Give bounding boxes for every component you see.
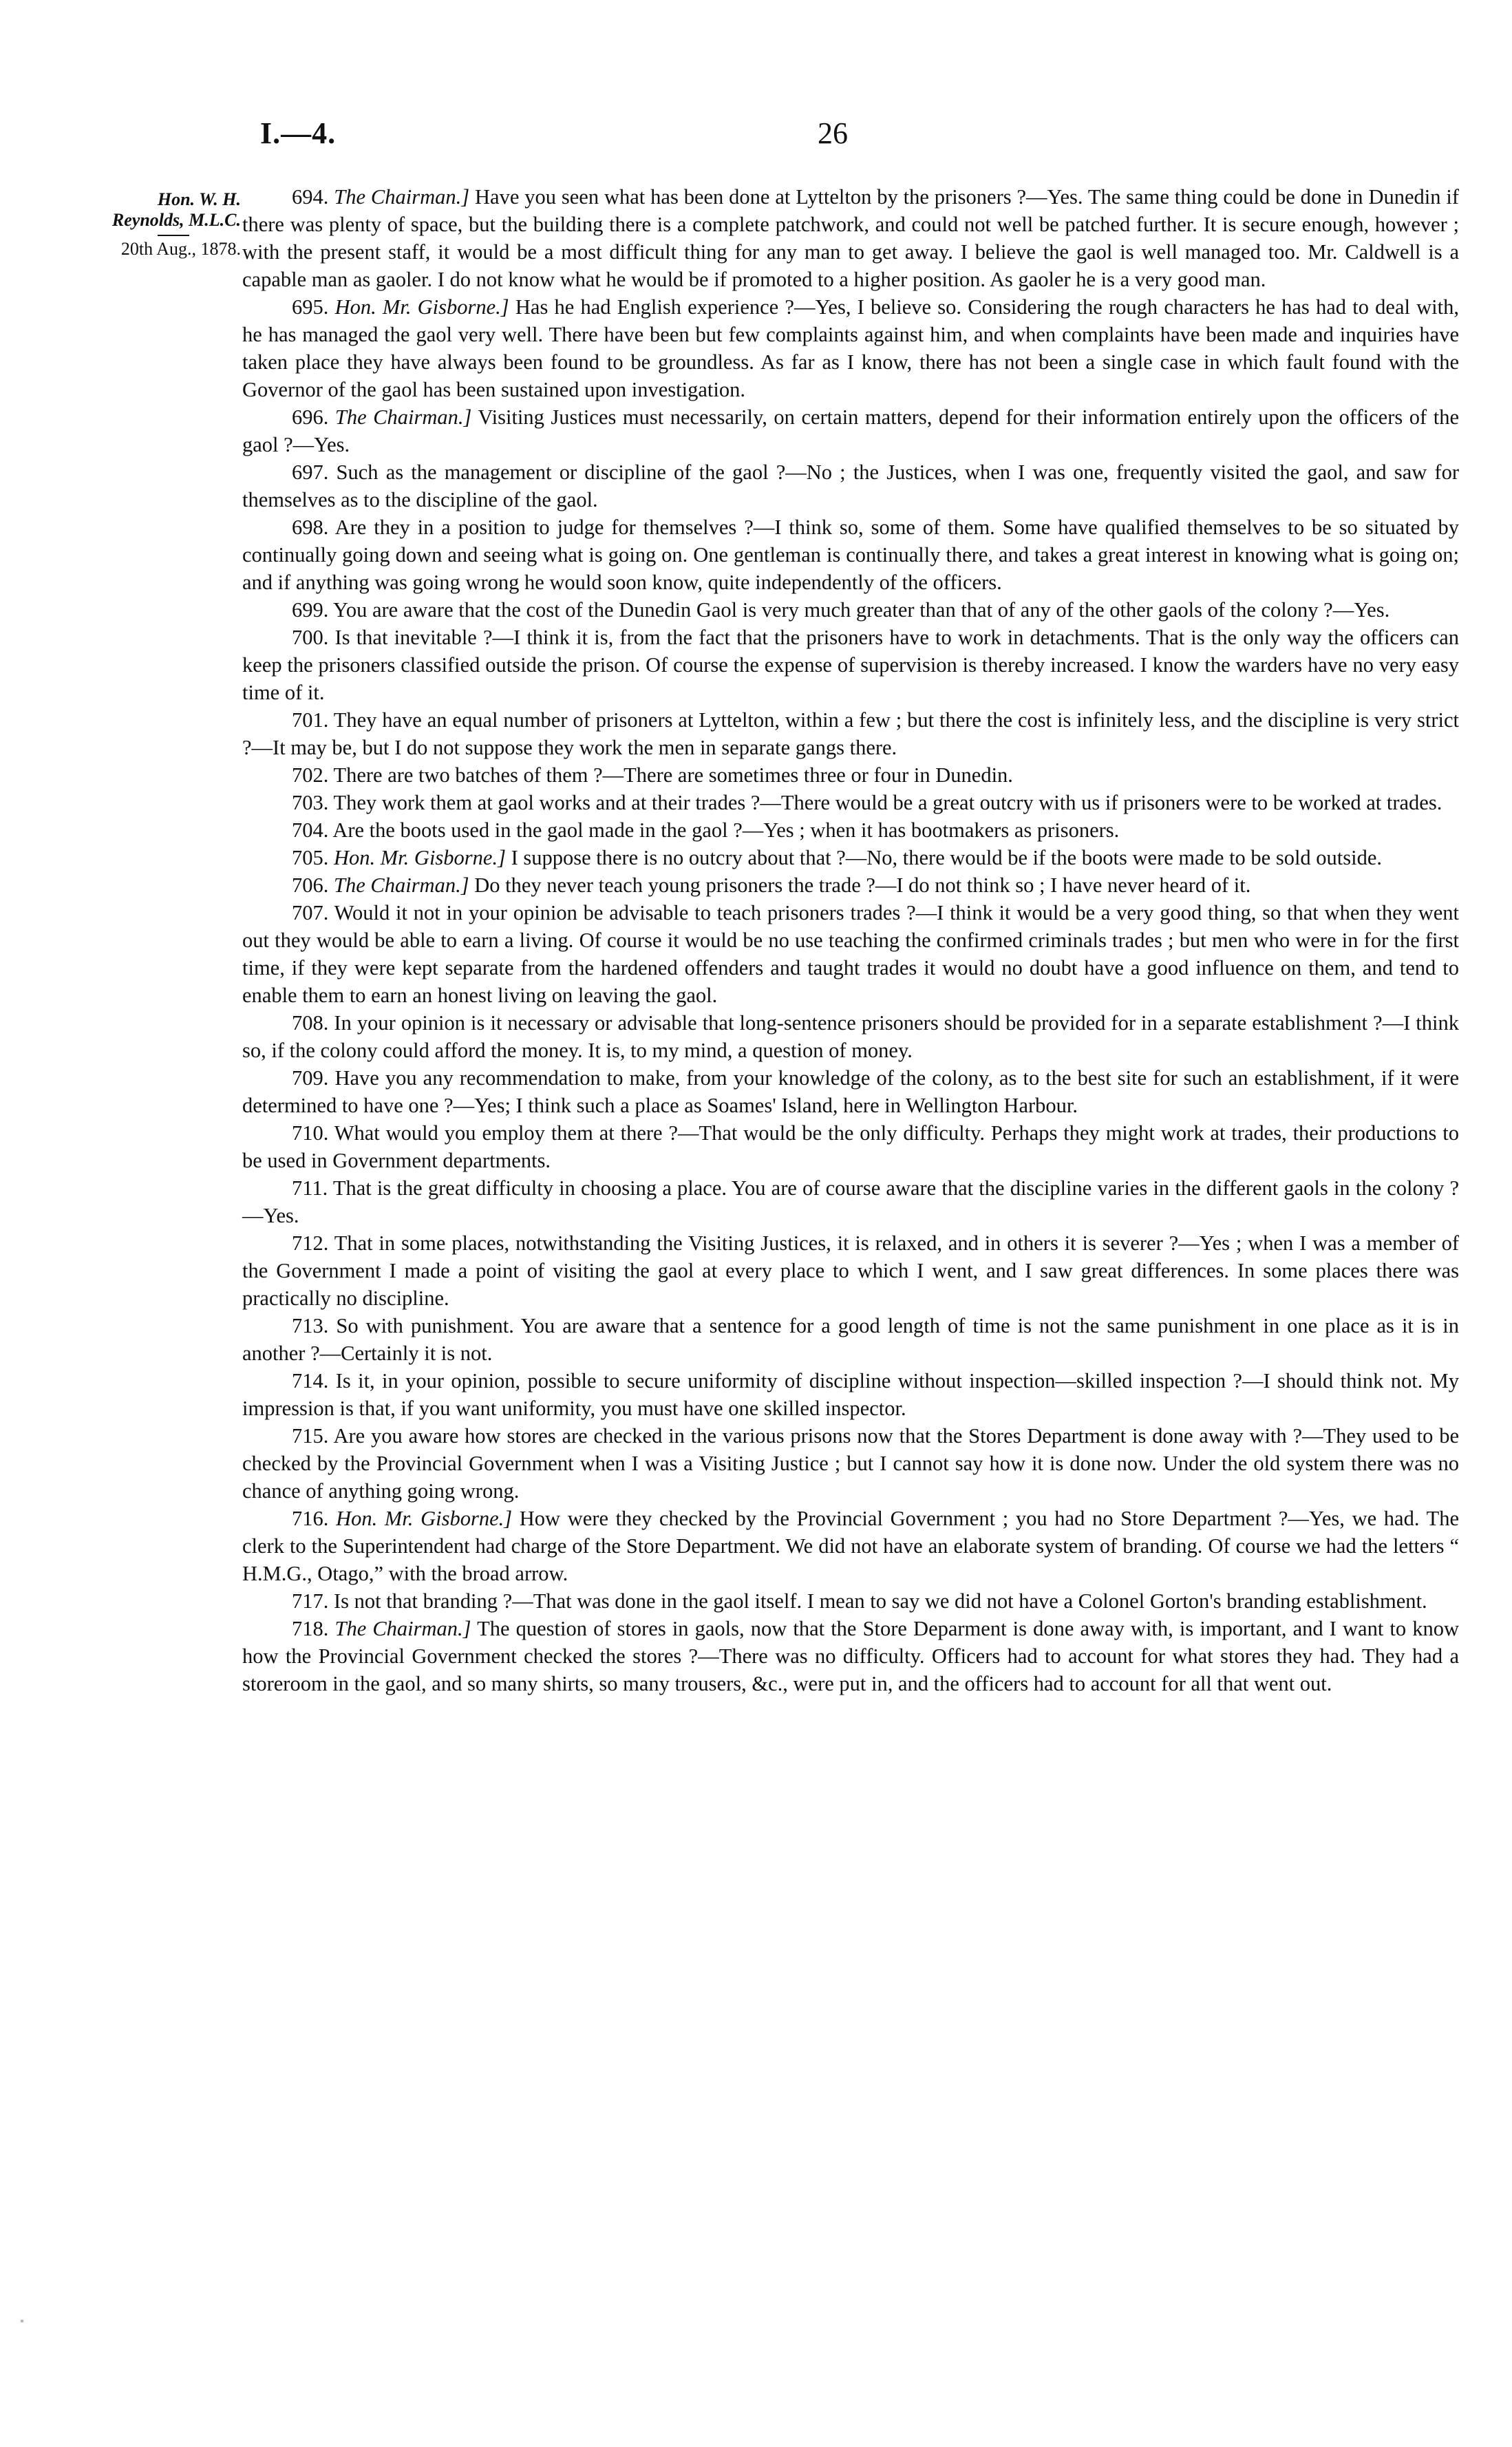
evidence-paragraph <box>242 1615 1459 1697</box>
question-number: 713. <box>292 1314 329 1337</box>
evidence-paragraph <box>242 844 1459 871</box>
evidence-paragraph <box>242 1174 1459 1229</box>
speaker-name: Hon. Mr. Gisborne.] <box>334 295 509 319</box>
evidence-paragraph <box>242 458 1459 513</box>
witness-name-line1: Hon. W. H. <box>157 189 241 209</box>
evidence-text: They have an equal number of prisoners at Lyttelton, within a few ; but there the cost is infinitely less, and the discipline is very strict ?—It may be, but I do not suppose they work the men in separate gangs there. <box>242 708 1459 759</box>
margin-note <box>55 189 241 259</box>
question-number: 699. <box>292 598 329 622</box>
question-number: 703. <box>292 791 329 814</box>
page-number: 26 <box>818 116 848 150</box>
evidence-paragraph <box>242 1422 1459 1505</box>
question-number: 695. <box>292 295 329 319</box>
speaker-name: The Chairman.] <box>334 405 472 429</box>
page-speck <box>21 2320 23 2322</box>
report-reference: I.—4. <box>260 116 337 150</box>
question-number: 709. <box>292 1066 329 1090</box>
question-number: 697. <box>292 460 329 484</box>
question-number: 718. <box>292 1617 329 1640</box>
evidence-paragraph <box>242 1587 1459 1615</box>
evidence-text: Such as the management or discipline of the gaol ?—No ; the Justices, when I was one, frequently visited the gaol, and saw for themselves as to the discipline of the gaol. <box>242 460 1459 511</box>
evidence-text: The question of stores in gaols, now that the Store Deparment is done away with, is important, and I want to know how the Provincial Government checked the stores ?—There was no difficulty. Officers had to account for what stores they had. They had a storeroom in the gaol, and so many shirts, so many trousers, &c., were put in, and the officers had to account for all that went out. <box>242 1617 1460 1695</box>
question-number: 707. <box>292 901 329 924</box>
evidence-text: They work them at gaol works and at their trades ?—There would be a great outcry with us if prisoners were to be worked at trades. <box>333 791 1442 814</box>
minutes-of-evidence <box>242 183 1459 1697</box>
evidence-paragraph <box>242 1312 1459 1367</box>
evidence-paragraph <box>242 761 1459 789</box>
question-number: 711. <box>292 1176 328 1200</box>
evidence-paragraph <box>242 1064 1459 1119</box>
evidence-paragraph <box>242 1505 1459 1587</box>
evidence-paragraph <box>242 624 1459 706</box>
evidence-text: What would you employ them at there ?—That would be the only difficulty. Perhaps they might work at trades, their productions to be used in Government departments. <box>242 1121 1459 1172</box>
evidence-text: Are they in a position to judge for themselves ?—I think so, some of them. Some have qualified themselves to be so situated by continually going down and seeing what is going on. One gentleman is continually there, and takes a great interest in knowing what is going on; and if anything was going wrong he would soon know, quite independently of the officers. <box>242 516 1459 594</box>
evidence-text: Do they never teach young prisoners the trade ?—I do not think so ; I have never heard of it. <box>469 873 1251 897</box>
evidence-text: In your opinion is it necessary or advisable that long-sentence prisoners should be provided for in a separate establishment ?—I think so, if the colony could afford the money. It is, to my mind, a question of money. <box>242 1011 1459 1062</box>
evidence-text: That is the great difficulty in choosing a place. You are of course aware that the discipline varies in the different gaols in the colony ?—Yes. <box>242 1176 1459 1227</box>
margin-divider <box>158 235 189 236</box>
question-number: 715. <box>292 1424 329 1448</box>
evidence-text: That in some places, notwithstanding the Visiting Justices, it is relaxed, and in others it is severer ?—Yes ; when I was a member of the Government I made a point of visiting the gaol at every place to which I went, and I saw great differences. In some places there was practically no discipline. <box>242 1231 1460 1310</box>
question-number: 701. <box>292 708 329 732</box>
evidence-paragraph <box>242 789 1459 816</box>
evidence-paragraph <box>242 899 1459 1009</box>
evidence-paragraph <box>242 1367 1459 1422</box>
question-number: 708. <box>292 1011 329 1035</box>
evidence-text: Is not that branding ?—That was done in the gaol itself. I mean to say we did not have a Colonel Gorton's branding establishment. <box>334 1589 1427 1613</box>
speaker-name: The Chairman.] <box>334 1617 471 1640</box>
evidence-text: Would it not in your opinion be advisable to teach prisoners trades ?—I think it would be a very good thing, so that when they went out they would be able to earn a living. Of course it would be no use teaching the confirmed criminals trades ; but men who were in for the first time, if they were kept separate from the hardened offenders and taught trades it would no doubt have a good influence on them, and tend to enable them to earn an honest living on leaving the gaol. <box>242 901 1459 1007</box>
evidence-paragraph <box>242 293 1459 403</box>
question-number: 717. <box>292 1589 329 1613</box>
question-number: 702. <box>292 763 329 787</box>
question-number: 705. <box>292 846 329 869</box>
evidence-paragraph <box>242 596 1459 624</box>
evidence-text: Are the boots used in the gaol made in the gaol ?—Yes ; when it has bootmakers as prisoners. <box>332 818 1120 842</box>
page-header <box>0 116 1512 157</box>
witness-date: 20th Aug., 1878. <box>120 239 241 259</box>
evidence-text: So with punishment. You are aware that a sentence for a good length of time is not the same punishment in one place as it is in another ?—Certainly it is not. <box>242 1314 1460 1365</box>
evidence-text: There are two batches of them ?—There are sometimes three or four in Dunedin. <box>333 763 1013 787</box>
speaker-name: Hon. Mr. Gisborne.] <box>336 1507 513 1530</box>
question-number: 712. <box>292 1231 329 1255</box>
evidence-paragraph <box>242 1119 1459 1174</box>
evidence-paragraph <box>242 403 1459 458</box>
question-number: 714. <box>292 1369 329 1392</box>
evidence-text: Has he had English experience ?—Yes, I believe so. Considering the rough characters he has had to deal with, he has managed the gaol very well. There have been but few complaints against him, and when complaints have been made and inquiries have taken place they have always been found to be groundless. As far as I know, there has not been a single case in which fault found with the Governor of the gaol has been sustained upon investigation. <box>242 295 1460 401</box>
evidence-text: Have you seen what has been done at Lyttelton by the prisoners ?—Yes. The same thing could be done in Dunedin if there was plenty of space, but the building there is a complete patchwork, and could not well be patched further. It is secure enough, however ; with the present staff, it would be a most difficult thing for any man to get away. I believe the gaol is well managed too. Mr. Caldwell is a capable man as gaoler. I do not know what he would be if promoted to a higher position. As gaoler he is a very good man. <box>242 185 1459 291</box>
evidence-text: Are you aware how stores are checked in the various prisons now that the Stores Department is done away with ?—They used to be checked by the Provincial Government when I was a Visiting Justice ; but I cannot say how it is done now. Under the old system there was no chance of anything going wrong. <box>242 1424 1459 1503</box>
evidence-paragraph <box>242 513 1459 596</box>
question-number: 706. <box>292 873 329 897</box>
question-number: 704. <box>292 818 329 842</box>
evidence-paragraph <box>242 1229 1459 1312</box>
question-number: 700. <box>292 626 329 649</box>
evidence-paragraph <box>242 706 1459 761</box>
evidence-paragraph <box>242 871 1459 899</box>
witness-name-line2: Reynolds, M.L.C. <box>111 210 241 230</box>
question-number: 694. <box>292 185 329 209</box>
question-number: 698. <box>292 516 329 539</box>
question-number: 696. <box>292 405 329 429</box>
evidence-paragraph <box>242 183 1459 293</box>
question-number: 710. <box>292 1121 329 1145</box>
speaker-name: The Chairman.] <box>334 873 469 897</box>
evidence-text: Is that inevitable ?—I think it is, from the fact that the prisoners have to work in detachments. That is the only way the officers can keep the prisoners classified outside the prison. Of course the expense of supervision is thereby increased. I know the warders have no very easy time of it. <box>242 626 1459 704</box>
evidence-text: I suppose there is no outcry about that ?—No, there would be if the boots were made to be sold outside. <box>505 846 1383 869</box>
speaker-name: Hon. Mr. Gisborne.] <box>334 846 506 869</box>
evidence-text: You are aware that the cost of the Dunedin Gaol is very much greater than that of any of the other gaols of the colony ?—Yes. <box>332 598 1390 622</box>
evidence-text: Visiting Justices must necessarily, on certain matters, depend for their information entirely upon the officers of the gaol ?—Yes. <box>242 405 1459 456</box>
evidence-text: Is it, in your opinion, possible to secure uniformity of discipline without inspection—skilled inspection ?—I should think not. My impression is that, if you want uniformity, you must have one skilled inspector. <box>242 1369 1460 1420</box>
question-number: 716. <box>292 1507 329 1530</box>
evidence-paragraph <box>242 1009 1459 1064</box>
speaker-name: The Chairman.] <box>334 185 470 209</box>
evidence-text: How were they checked by the Provincial Government ; you had no Store Department ?—Yes, we had. The clerk to the Superintendent had charge of the Store Department. We did not have an elaborate system of branding. Of course we had the letters “ H.M.G., Otago,” with the broad arrow. <box>242 1507 1460 1585</box>
evidence-paragraph <box>242 816 1459 844</box>
evidence-text: Have you any recommendation to make, from your knowledge of the colony, as to the best site for such an establishment, if it were determined to have one ?—Yes; I think such a place as Soames' Island, here in Wellington Harbour. <box>242 1066 1459 1117</box>
